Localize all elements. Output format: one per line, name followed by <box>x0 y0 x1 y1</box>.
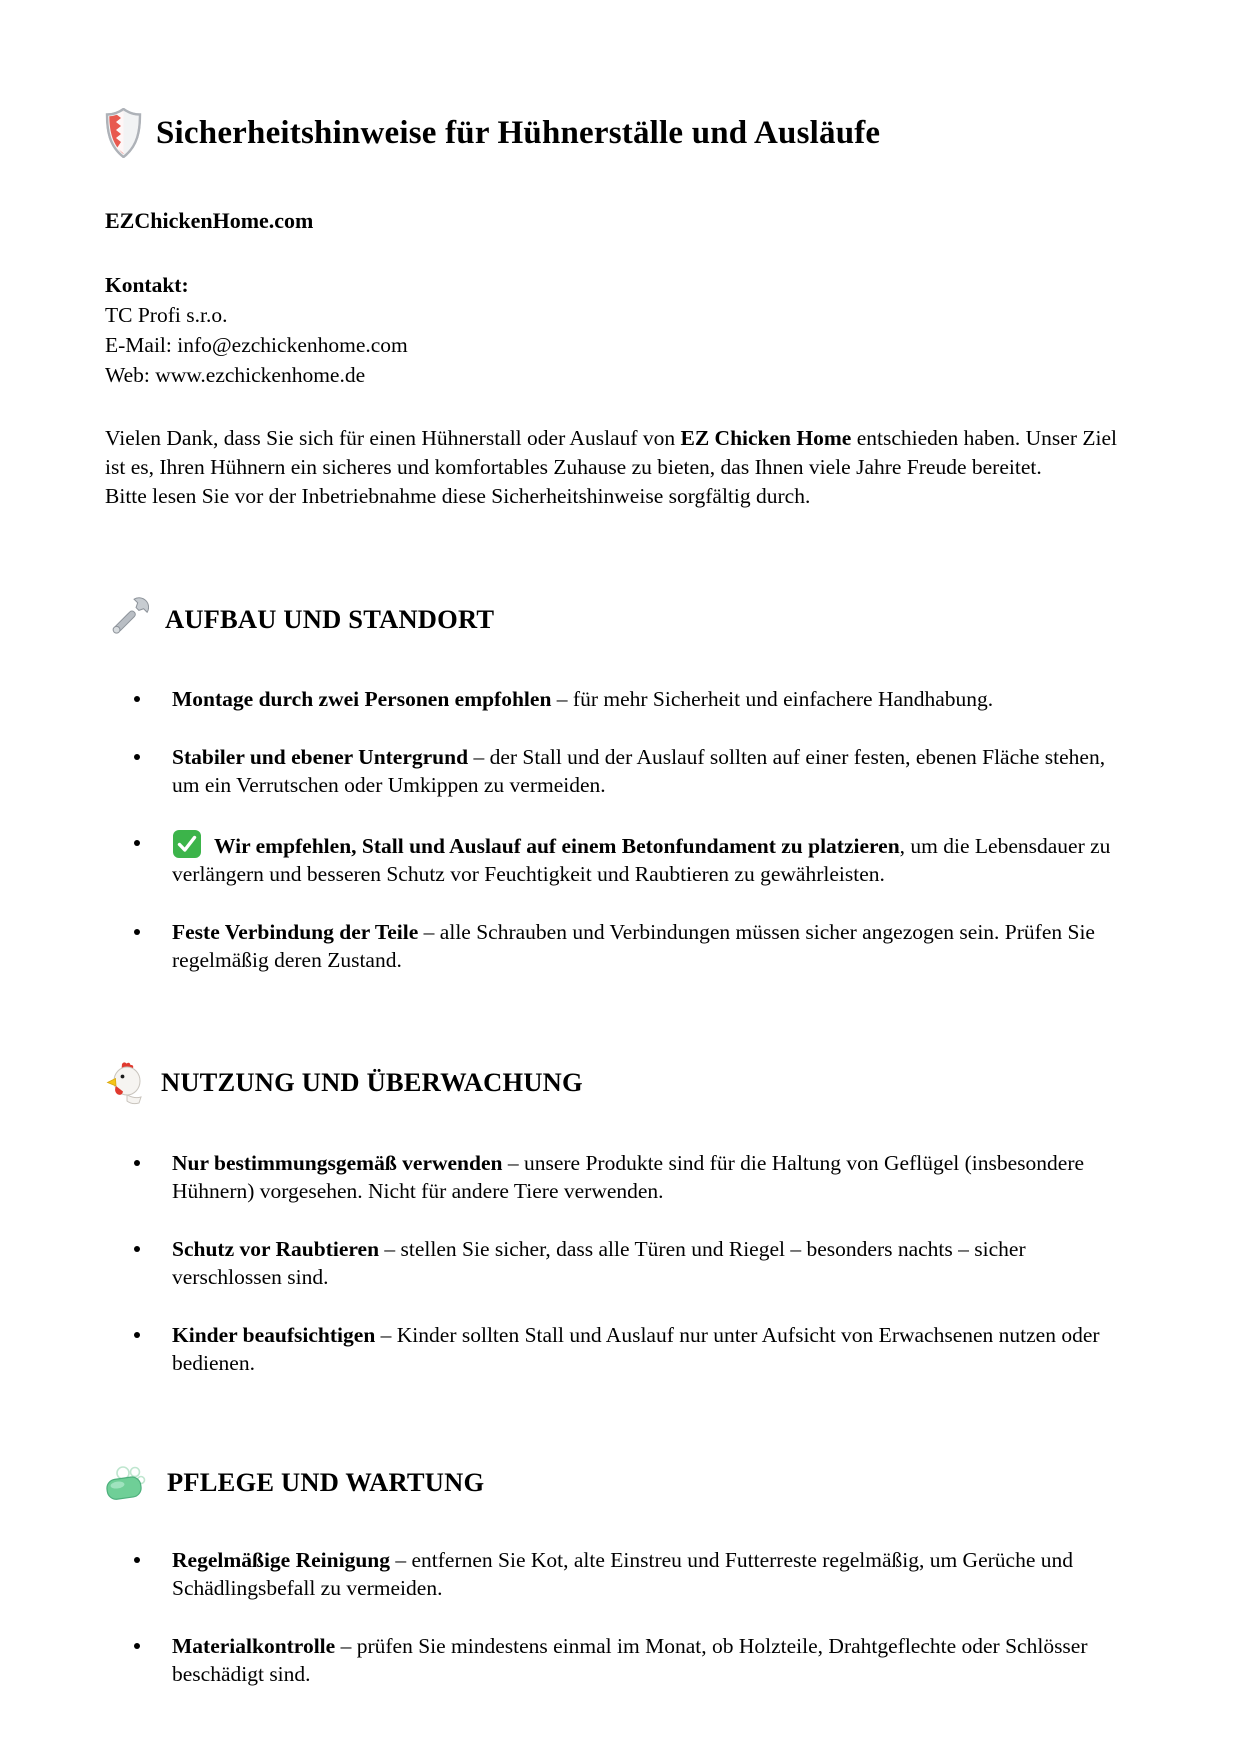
bullet-bold: Feste Verbindung der Teile <box>172 919 419 944</box>
bullet-text: – stellen Sie sicher, dass alle Türen und Riegel – besonders nachts – sicher verschlossen sind. <box>172 1236 1026 1289</box>
contact-web: Web: www.ezchickenhome.de <box>105 363 366 387</box>
intro-paragraph <box>105 424 1136 511</box>
bullet-item <box>105 1235 1136 1292</box>
brand-name: EZ Chicken Home <box>680 426 852 450</box>
bullet-item <box>105 685 1136 714</box>
intro-pre: Vielen Dank, dass Sie sich für einen Hühnerstall oder Auslauf von <box>105 426 681 450</box>
section-title: NUTZUNG UND ÜBERWACHUNG <box>161 1067 583 1097</box>
bullet-list <box>105 1546 1136 1689</box>
intro-post: entschieden haben. Unser Ziel ist es, Ihren Hühnern ein sicheres und komfortables Zuhause zu bieten, das Ihnen viele Jahre Freude bereitet. <box>105 426 1117 479</box>
title-row <box>105 108 1136 158</box>
bullet-item <box>105 918 1136 975</box>
bullet-bold: Regelmäßige Reinigung <box>172 1547 390 1572</box>
bullet-bold: Wir empfehlen, Stall und Auslauf auf einem Betonfundament zu platzieren <box>214 833 900 858</box>
check-icon <box>172 829 202 859</box>
shield-icon <box>105 108 142 158</box>
bullet-text: – Kinder sollten Stall und Auslauf nur unter Aufsicht von Erwachsenen nutzen oder bedienen. <box>172 1322 1100 1375</box>
contact-heading: Kontakt: <box>105 273 189 297</box>
section-nutzung <box>105 1061 1136 1378</box>
section-header <box>105 597 1136 641</box>
page-title: Sicherheitshinweise für Hühnerställe und Ausläufe <box>156 114 881 151</box>
contact-block <box>105 270 1136 390</box>
bullet-text: , um die Lebensdauer zu verlängern und besseren Schutz vor Feuchtigkeit und Raubtieren zu gewährleisten. <box>172 833 1111 886</box>
wrench-icon <box>105 597 149 641</box>
bullet-bold: Nur bestimmungsgemäß verwenden <box>172 1150 503 1175</box>
section-aufbau <box>105 597 1136 975</box>
bullet-item <box>105 1321 1136 1378</box>
bullet-text: – für mehr Sicherheit und einfachere Handhabung. <box>551 687 994 711</box>
bullet-text: – unsere Produkte sind für die Haltung von Geflügel (insbesondere Hühnern) vorgesehen. Nicht für andere Tiere verwenden. <box>172 1150 1085 1203</box>
bullet-list <box>105 685 1136 975</box>
contact-email: E-Mail: info@ezchickenhome.com <box>105 333 408 357</box>
bullet-bold: Schutz vor Raubtieren <box>172 1236 380 1261</box>
soap-icon <box>105 1464 151 1502</box>
bullet-text: – alle Schrauben und Verbindungen müssen sicher angezogen sein. Prüfen Sie regelmäßig deren Zustand. <box>172 919 1095 972</box>
contact-company: TC Profi s.r.o. <box>105 303 228 327</box>
chicken-icon <box>105 1061 145 1105</box>
bullet-item <box>105 1546 1136 1603</box>
intro-note: Bitte lesen Sie vor der Inbetriebnahme diese Sicherheitshinweise sorgfältig durch. <box>105 484 811 508</box>
section-header <box>105 1061 1136 1105</box>
bullet-bold: Materialkontrolle <box>172 1633 336 1658</box>
bullet-bold: Montage durch zwei Personen empfohlen <box>172 687 552 711</box>
bullet-item <box>105 1149 1136 1206</box>
bullet-list <box>105 1149 1136 1378</box>
bullet-text: – der Stall und der Auslauf sollten auf einer festen, ebenen Fläche stehen, um ein Verrutschen oder Umkippen zu vermeiden. <box>172 744 1106 797</box>
section-title: PFLEGE UND WARTUNG <box>167 1467 485 1497</box>
section-header <box>105 1464 1136 1502</box>
bullet-text: – prüfen Sie mindestens einmal im Monat, ob Holzteile, Drahtgeflechte oder Schlösser beschädigt sind. <box>172 1633 1088 1686</box>
site-name: EZChickenHome.com <box>105 208 314 233</box>
bullet-item <box>105 743 1136 800</box>
bullet-item <box>105 1632 1136 1689</box>
bullet-bold: Kinder beaufsichtigen <box>172 1322 376 1347</box>
bullet-bold: Stabiler und ebener Untergrund <box>172 744 469 769</box>
section-pflege <box>105 1464 1136 1689</box>
bullet-item <box>105 829 1136 889</box>
section-title: AUFBAU UND STANDORT <box>165 603 495 634</box>
bullet-text: – entfernen Sie Kot, alte Einstreu und Futterreste regelmäßig, um Gerüche und Schädlingsbefall zu vermeiden. <box>172 1547 1073 1600</box>
